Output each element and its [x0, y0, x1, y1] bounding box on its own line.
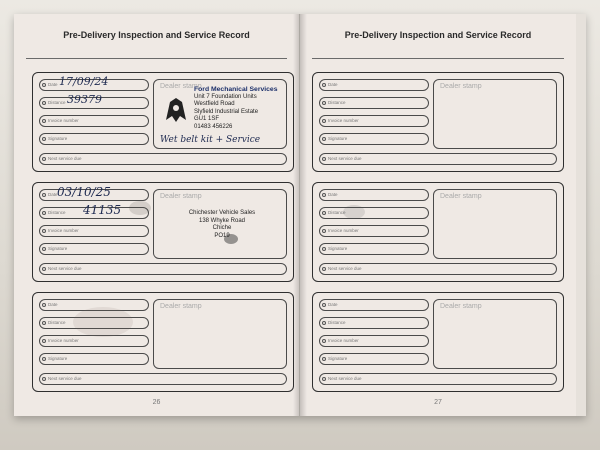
- stamp-company-name: Ford Mechanical Services: [194, 86, 278, 93]
- field-label: Date: [328, 192, 338, 197]
- field-label: Next service due: [328, 266, 362, 271]
- stamp-address: [194, 86, 278, 131]
- field-label: Date: [48, 302, 58, 307]
- stamp-line: PO19: [214, 232, 230, 239]
- dealer-stamp-box: [433, 79, 557, 149]
- next-service-field: [319, 373, 557, 385]
- invoice-field: [319, 335, 429, 347]
- ink-smudge: [224, 234, 238, 244]
- bullet-icon: [322, 193, 326, 197]
- field-label: Signature: [328, 136, 348, 141]
- field-label: Date: [328, 302, 338, 307]
- field-label: Distance: [328, 100, 346, 105]
- stamp-address: [172, 210, 272, 240]
- signature-field: [319, 353, 429, 365]
- next-service-field: [319, 153, 557, 165]
- field-label: Invoice number: [48, 118, 79, 123]
- field-label: Invoice number: [48, 338, 79, 343]
- invoice-field: [319, 225, 429, 237]
- field-label: Date: [328, 82, 338, 87]
- field-label: Signature: [48, 246, 68, 251]
- bullet-icon: [322, 321, 326, 325]
- stamp-line: Unit 7 Foundation Units: [194, 93, 257, 100]
- field-label: Date: [48, 82, 58, 87]
- bullet-icon: [42, 101, 46, 105]
- stamp-label: Dealer stamp: [440, 193, 482, 200]
- ink-smudge: [129, 201, 151, 215]
- stamp-label: Dealer stamp: [440, 303, 482, 310]
- bullet-icon: [42, 321, 46, 325]
- field-label: Distance: [328, 320, 346, 325]
- bullet-icon: [322, 377, 326, 381]
- field-label: Invoice number: [328, 118, 359, 123]
- bullet-icon: [322, 229, 326, 233]
- next-service-field: [39, 373, 287, 385]
- dealer-stamp-box: [153, 189, 287, 259]
- bullet-icon: [322, 211, 326, 215]
- bullet-icon: [42, 193, 46, 197]
- stamp-label: Dealer stamp: [440, 83, 482, 90]
- field-label: Signature: [48, 136, 68, 141]
- stamp-label: Dealer stamp: [160, 303, 202, 310]
- bullet-icon: [322, 339, 326, 343]
- stamp-line: GU1 1SF: [194, 116, 220, 122]
- bullet-icon: [322, 101, 326, 105]
- faded-ink: [343, 205, 365, 219]
- bullet-icon: [322, 157, 326, 161]
- dealer-stamp-box: [433, 189, 557, 259]
- title-divider: [312, 58, 564, 59]
- service-record-card: [32, 72, 294, 172]
- field-label: Invoice number: [48, 228, 79, 233]
- bullet-icon: [322, 137, 326, 141]
- handwritten-date: 03/10/25: [57, 185, 111, 199]
- dealer-stamp-box: [433, 299, 557, 369]
- handwritten-distance: 41135: [83, 203, 122, 217]
- bullet-icon: [42, 211, 46, 215]
- signature-field: [319, 133, 429, 145]
- field-label: Signature: [328, 246, 348, 251]
- next-service-field: [39, 263, 287, 275]
- stamp-line: 138 Whyke Road: [198, 217, 246, 224]
- left-page: [14, 14, 300, 416]
- booklet-spine: [293, 14, 307, 416]
- stamp-label: Dealer stamp: [160, 83, 202, 90]
- signature-field: [39, 133, 149, 145]
- service-record-card: [312, 292, 564, 392]
- bullet-icon: [42, 119, 46, 123]
- invoice-field: [39, 115, 149, 127]
- handwritten-date: 17/09/24: [59, 75, 109, 88]
- handwritten-distance: 39379: [67, 93, 102, 106]
- field-label: Next service due: [48, 156, 82, 161]
- date-field: [319, 299, 429, 311]
- field-label: Distance: [48, 320, 66, 325]
- bullet-icon: [42, 229, 46, 233]
- stamp-label: Dealer stamp: [160, 193, 202, 200]
- bullet-icon: [42, 267, 46, 271]
- signature-field: [39, 353, 149, 365]
- field-label: Invoice number: [328, 338, 359, 343]
- next-service-field: [319, 263, 557, 275]
- service-record-card: [32, 182, 294, 282]
- stamp-line: Westfield Road: [194, 101, 235, 107]
- invoice-field: [319, 115, 429, 127]
- date-field: [319, 189, 429, 201]
- date-field: [319, 79, 429, 91]
- bullet-icon: [322, 119, 326, 123]
- distance-field: [319, 317, 429, 329]
- invoice-field: [39, 225, 149, 237]
- ford-logo-icon: [162, 94, 190, 124]
- bullet-icon: [42, 137, 46, 141]
- field-label: Distance: [48, 100, 66, 105]
- bullet-icon: [42, 157, 46, 161]
- bullet-icon: [322, 83, 326, 87]
- next-service-field: [39, 153, 287, 165]
- distance-field: [319, 97, 429, 109]
- field-label: Next service due: [48, 376, 82, 381]
- dealer-stamp-box: [153, 299, 287, 369]
- field-label: Distance: [328, 210, 346, 215]
- stamp-line: 01483 456226: [194, 123, 233, 130]
- field-label: Next service due: [48, 266, 82, 271]
- field-label: Distance: [48, 210, 66, 215]
- service-record-card: [312, 72, 564, 172]
- field-label: Next service due: [328, 156, 362, 161]
- bullet-icon: [42, 247, 46, 251]
- page-number: 27: [434, 399, 442, 406]
- bullet-icon: [322, 267, 326, 271]
- faded-ink: [73, 307, 133, 337]
- field-label: Signature: [328, 356, 348, 361]
- stamp-line: Slyfield Industrial Estate: [194, 108, 259, 115]
- service-record-card: [32, 292, 294, 392]
- stamp-line: Chiche: [212, 225, 232, 231]
- bullet-icon: [42, 303, 46, 307]
- bullet-icon: [322, 303, 326, 307]
- title-divider: [26, 58, 287, 59]
- signature-field: [39, 243, 149, 255]
- handwritten-note: Wet belt kit + Service: [160, 135, 261, 145]
- distance-field: [319, 207, 429, 219]
- dealer-stamp-box: [153, 79, 287, 149]
- bullet-icon: [42, 377, 46, 381]
- page-number: 26: [152, 399, 161, 406]
- service-record-card: [312, 182, 564, 282]
- field-label: Signature: [48, 356, 68, 361]
- bullet-icon: [322, 357, 326, 361]
- bullet-icon: [42, 339, 46, 343]
- bullet-icon: [42, 83, 46, 87]
- field-label: Date: [48, 192, 58, 197]
- field-label: Invoice number: [328, 228, 359, 233]
- page-title: Pre-Delivery Inspection and Service Record: [344, 30, 532, 40]
- bullet-icon: [322, 247, 326, 251]
- field-label: Next service due: [328, 376, 362, 381]
- bullet-icon: [42, 357, 46, 361]
- stamp-line: Chichester Vehicle Sales: [188, 210, 256, 216]
- invoice-field: [39, 335, 149, 347]
- right-page: [300, 14, 576, 416]
- page-title: Pre-Delivery Inspection and Service Record: [63, 30, 250, 40]
- signature-field: [319, 243, 429, 255]
